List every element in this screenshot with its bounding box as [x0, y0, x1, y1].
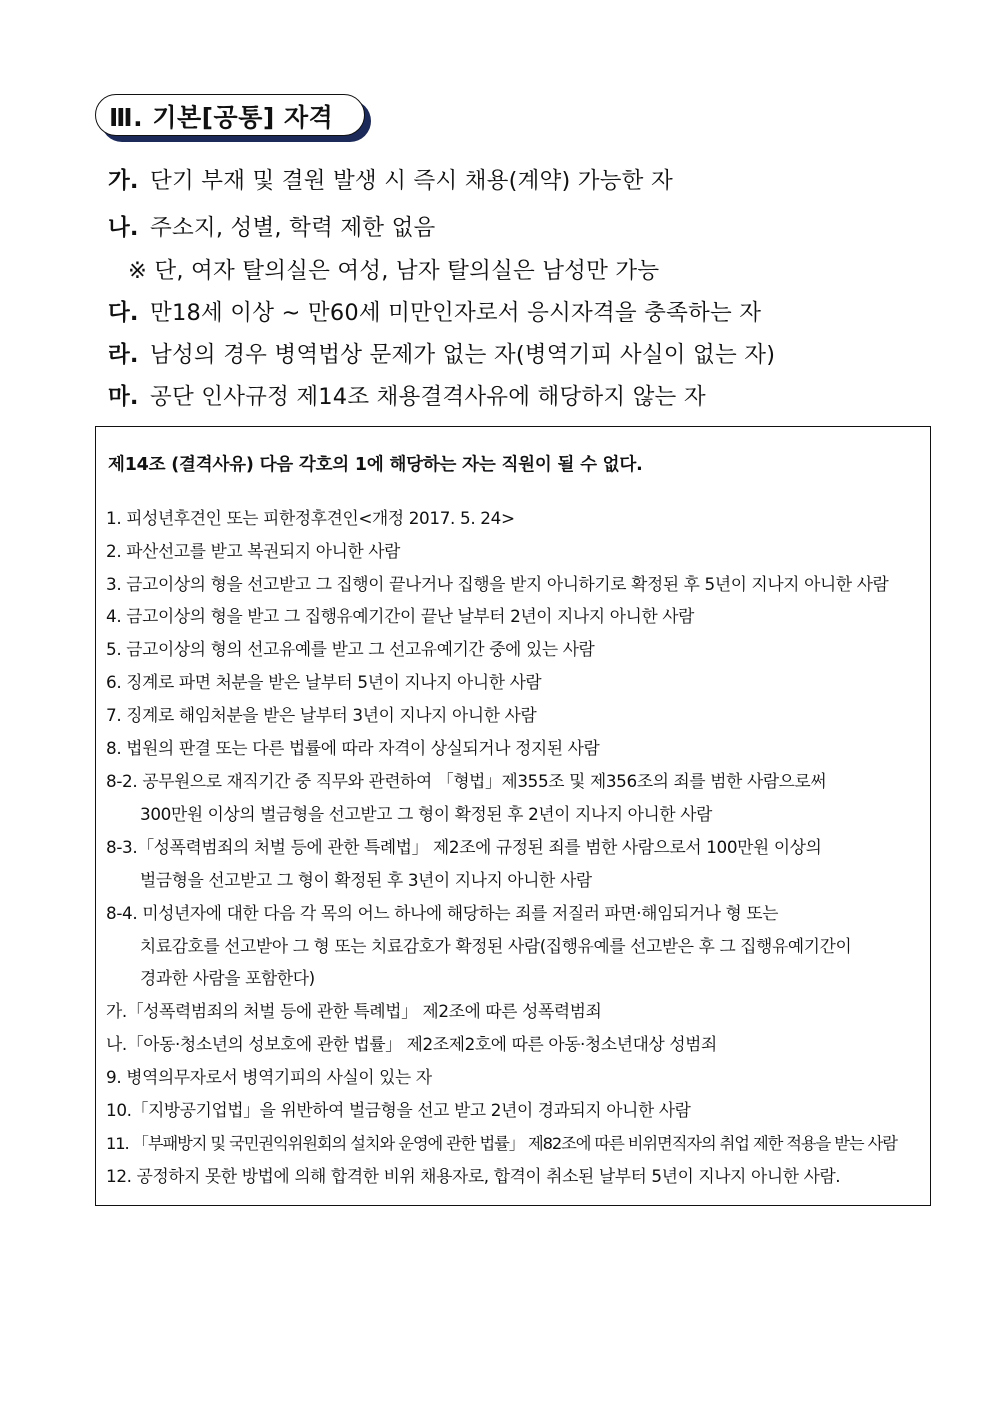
item-marker: 마.: [108, 384, 139, 410]
qualification-item: [108, 163, 673, 195]
rule-line-continued: 치료감호를 선고받아 그 형 또는 치료감호가 확정된 사람(집행유예를 선고받은 후 그 집행유예기간이: [140, 936, 852, 956]
qualification-item: [108, 379, 706, 411]
item-marker: 가.: [108, 168, 139, 194]
qualification-item: [108, 295, 761, 327]
item-marker: 나.: [108, 215, 139, 241]
rule-line-continued: 벌금형을 선고받고 그 형이 확정된 후 3년이 지나지 아니한 사람: [140, 870, 592, 890]
item-text: 공단 인사규정 제14조 채용결격사유에 해당하지 않는 자: [150, 384, 706, 410]
qualification-note: ※ 단, 여자 탈의실은 여성, 남자 탈의실은 남성만 가능: [128, 258, 660, 284]
rule-line: 9. 병역의무자로서 병역기피의 사실이 있는 자: [106, 1067, 432, 1087]
section-title: Ⅲ. 기본[공통] 자격: [109, 103, 334, 132]
rule-line: 10.「지방공기업법」을 위반하여 벌금형을 선고 받고 2년이 경과되지 아니한 사람: [106, 1100, 691, 1120]
rule-line: 4. 금고이상의 형을 받고 그 집행유예기간이 끝난 날부터 2년이 지나지 아니한 사람: [106, 606, 695, 626]
disqualification-rules-box: [95, 426, 931, 1206]
rule-line: 1. 피성년후견인 또는 피한정후견인<개정 2017. 5. 24>: [106, 508, 515, 528]
rule-line: 가.「성폭력범죄의 처벌 등에 관한 특례법」 제2조에 따른 성폭력범죄: [106, 1001, 602, 1021]
rule-line-continued: 300만원 이상의 벌금형을 선고받고 그 형이 확정된 후 2년이 지나지 아니한 사람: [140, 804, 712, 824]
item-text: 단기 부재 및 결원 발생 시 즉시 채용(계약) 가능한 자: [150, 168, 673, 194]
rule-line: 8. 법원의 판결 또는 다른 법률에 따라 자격이 상실되거나 정지된 사람: [106, 738, 600, 758]
rule-line: 5. 금고이상의 형의 선고유예를 받고 그 선고유예기간 중에 있는 사람: [106, 639, 595, 659]
rule-line: 6. 징계로 파면 처분을 받은 날부터 5년이 지나지 아니한 사람: [106, 672, 542, 692]
item-text: 만18세 이상 ~ 만60세 미만인자로서 응시자격을 충족하는 자: [150, 300, 762, 326]
rule-line: 11. 「부패방지 및 국민권익위원회의 설치와 운영에 관한 법률」 제82조에 따른 비위면직자의 취업 제한 적용을 받는 사람: [106, 1134, 897, 1153]
rules-heading: 제14조 (결격사유) 다음 각호의 1에 해당하는 자는 직원이 될 수 없다.: [108, 455, 643, 475]
rule-line: 8-2. 공무원으로 재직기간 중 직무와 관련하여 「형법」제355조 및 제356조의 죄를 범한 사람으로써: [106, 771, 827, 791]
rule-line-continued: 경과한 사람을 포함한다): [140, 968, 315, 988]
rule-line: 3. 금고이상의 형을 선고받고 그 집행이 끝나거나 집행을 받지 아니하기로 확정된 후 5년이 지나지 아니한 사람: [106, 574, 889, 594]
item-marker: 다.: [108, 300, 139, 326]
rule-line: 7. 징계로 해임처분을 받은 날부터 3년이 지나지 아니한 사람: [106, 705, 537, 725]
qualification-item: [108, 337, 775, 369]
rule-line: 12. 공정하지 못한 방법에 의해 합격한 비위 채용자로, 합격이 취소된 날부터 5년이 지나지 아니한 사람.: [106, 1166, 841, 1186]
rule-line: 2. 파산선고를 받고 복권되지 아니한 사람: [106, 541, 401, 561]
rule-line: 8-3.「성폭력범죄의 처벌 등에 관한 특례법」 제2조에 규정된 죄를 범한 사람으로서 100만원 이상의: [106, 837, 822, 857]
rule-line: 8-4. 미성년자에 대한 다음 각 목의 어느 하나에 해당하는 죄를 저질러 파면·해임되거나 형 또는: [106, 903, 779, 923]
rule-line: 나.「아동·청소년의 성보호에 관한 법률」 제2조제2호에 따른 아동·청소년대상 성범죄: [106, 1034, 717, 1054]
section-heading: [95, 94, 371, 142]
item-text: 주소지, 성별, 학력 제한 없음: [150, 215, 436, 241]
qualification-item: [108, 210, 435, 242]
item-marker: 라.: [108, 342, 139, 368]
item-text: 남성의 경우 병역법상 문제가 없는 자(병역기피 사실이 없는 자): [150, 342, 776, 368]
